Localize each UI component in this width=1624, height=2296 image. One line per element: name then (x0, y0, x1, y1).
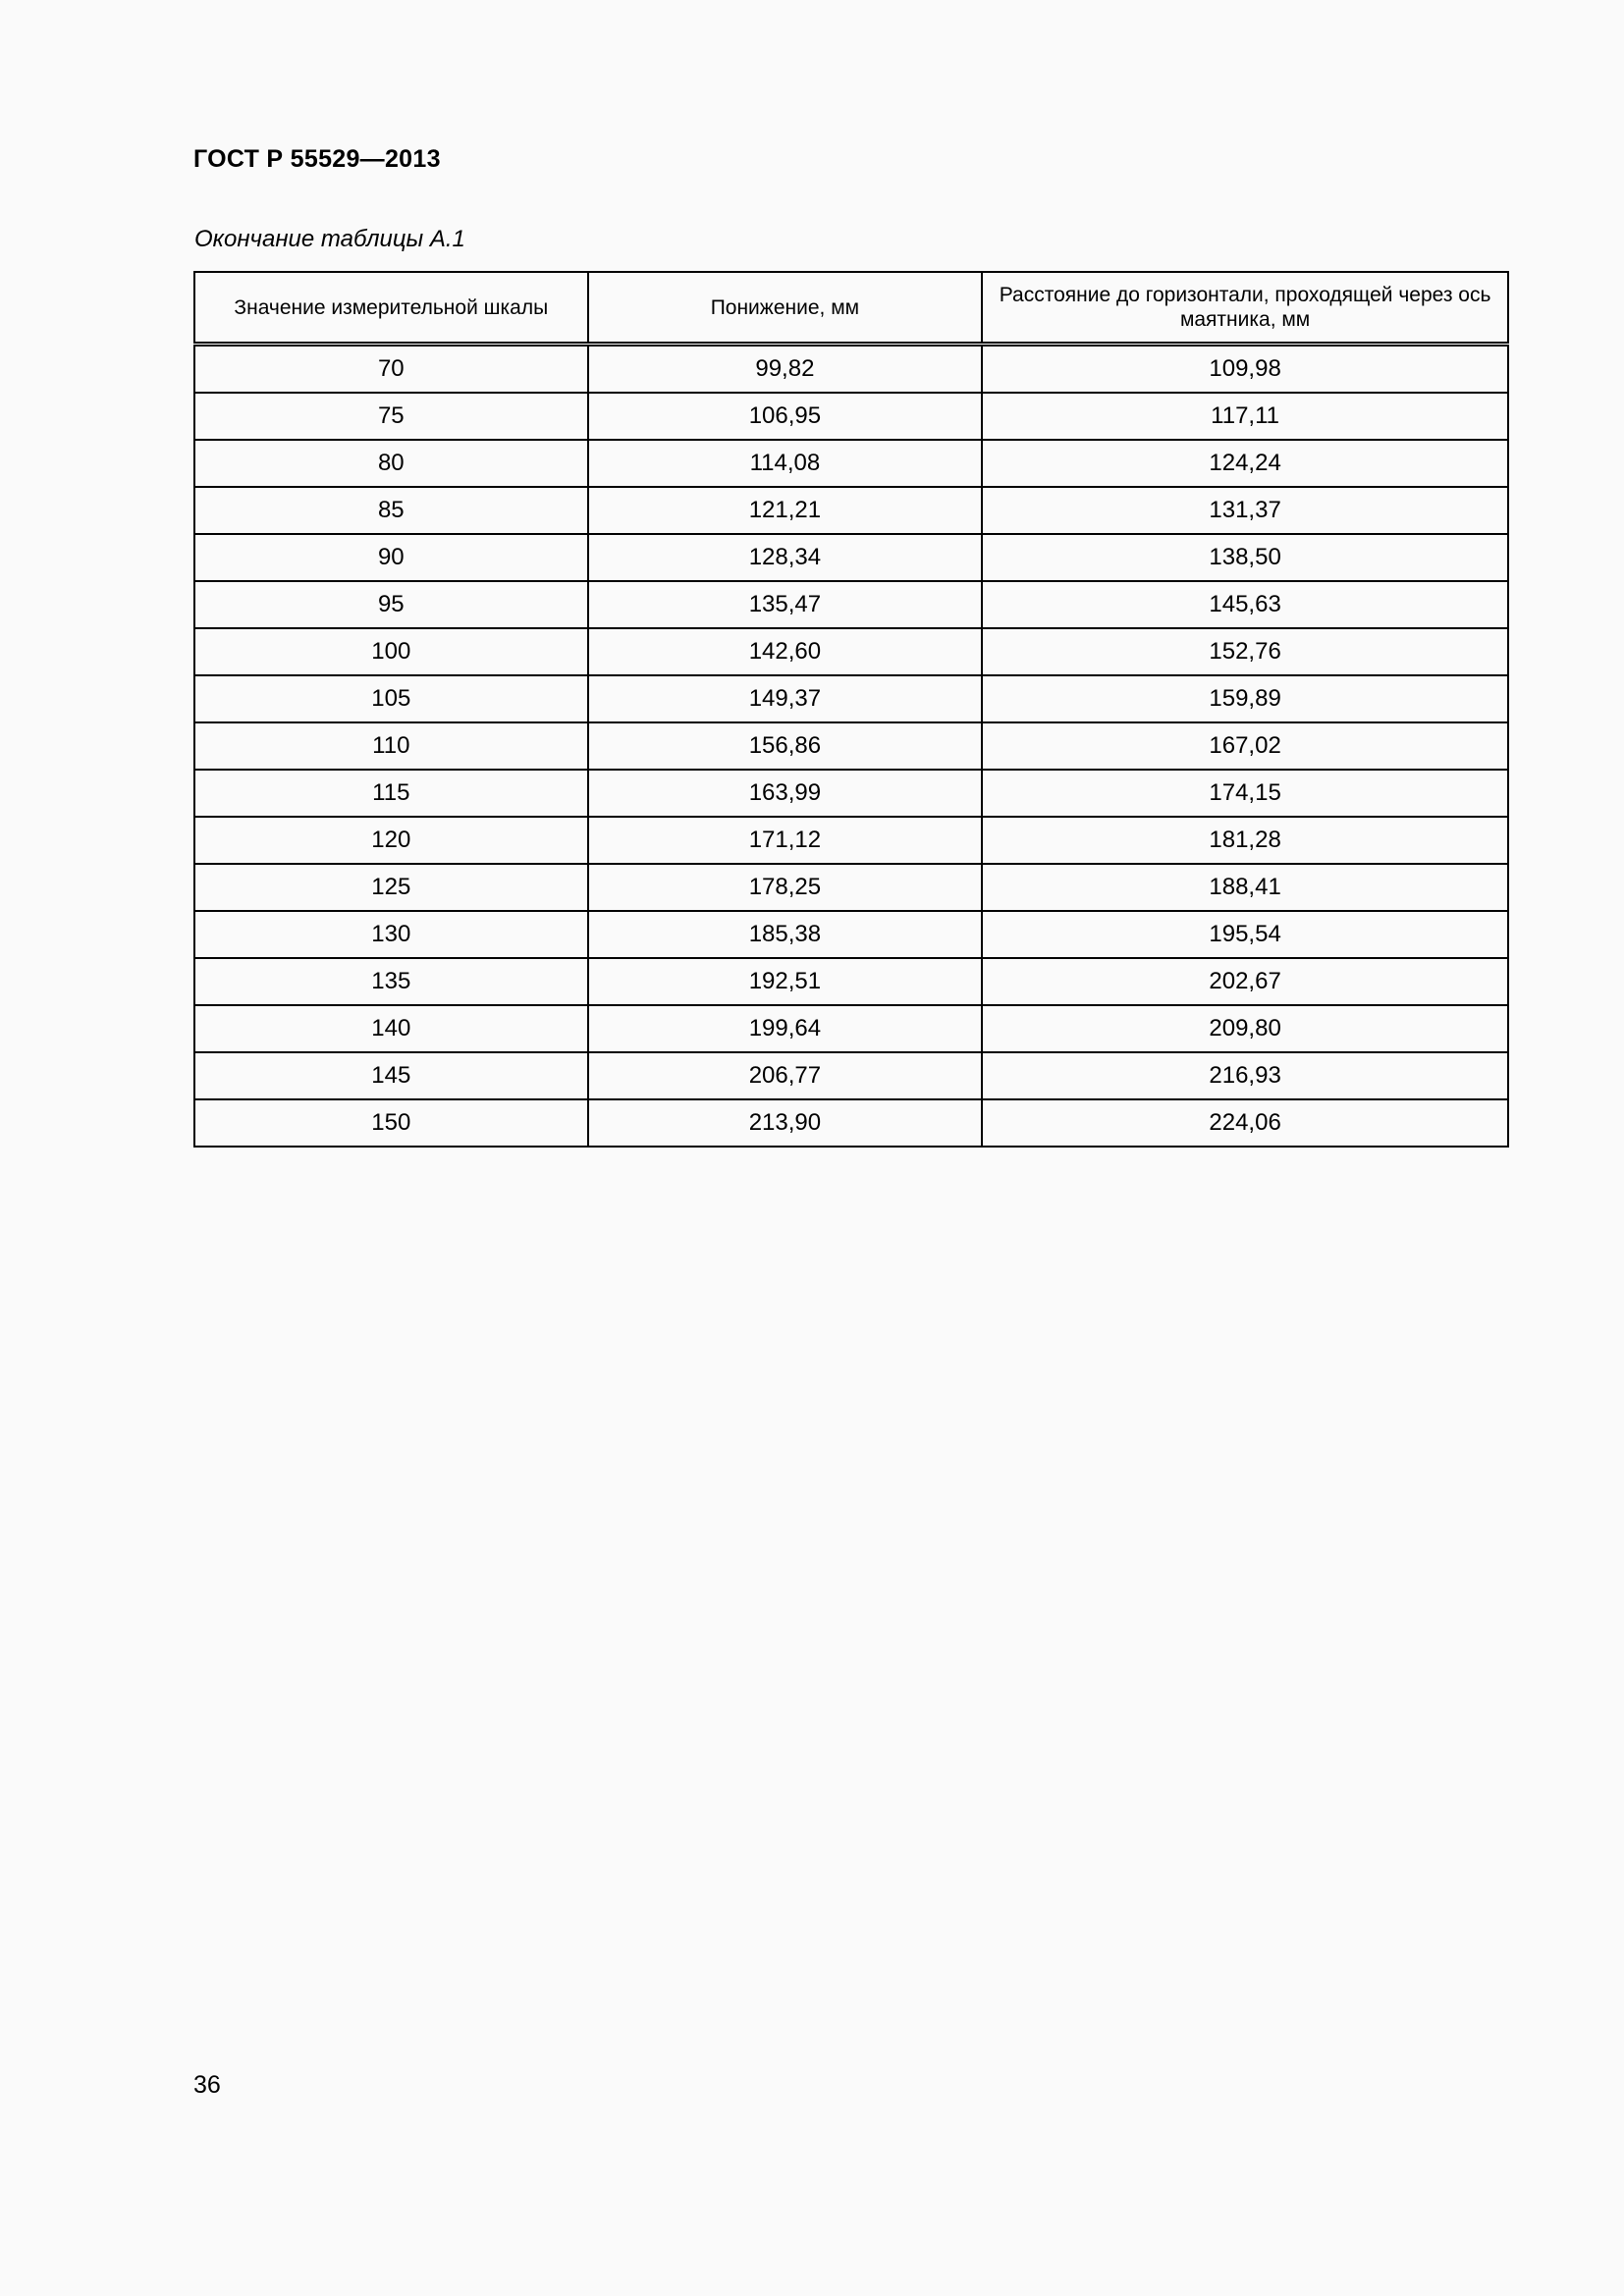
data-table (193, 271, 1509, 1148)
table-body (194, 345, 1508, 1148)
table-row (194, 440, 1508, 487)
cell-lowering: 156,86 (588, 722, 983, 770)
cell-distance: 209,80 (982, 1005, 1508, 1052)
cell-scale-value: 130 (194, 911, 588, 958)
cell-scale-value: 135 (194, 958, 588, 1005)
cell-lowering: 185,38 (588, 911, 983, 958)
cell-lowering: 142,60 (588, 628, 983, 675)
table-row (194, 722, 1508, 770)
table-row (194, 911, 1508, 958)
table-row (194, 581, 1508, 628)
table-row (194, 534, 1508, 581)
table-row (194, 864, 1508, 911)
cell-scale-value: 125 (194, 864, 588, 911)
cell-distance: 181,28 (982, 817, 1508, 864)
cell-distance: 117,11 (982, 393, 1508, 440)
cell-distance: 202,67 (982, 958, 1508, 1005)
cell-lowering: 171,12 (588, 817, 983, 864)
cell-distance: 145,63 (982, 581, 1508, 628)
table-row (194, 770, 1508, 817)
cell-lowering: 106,95 (588, 393, 983, 440)
cell-distance: 216,93 (982, 1052, 1508, 1099)
table-row (194, 1099, 1508, 1147)
table-caption: Окончание таблицы А.1 (194, 226, 465, 252)
cell-lowering: 178,25 (588, 864, 983, 911)
cell-distance: 109,98 (982, 345, 1508, 394)
cell-lowering: 121,21 (588, 487, 983, 534)
cell-scale-value: 110 (194, 722, 588, 770)
cell-scale-value: 140 (194, 1005, 588, 1052)
cell-distance: 167,02 (982, 722, 1508, 770)
table-row (194, 345, 1508, 394)
table-row (194, 958, 1508, 1005)
cell-lowering: 206,77 (588, 1052, 983, 1099)
table-row (194, 487, 1508, 534)
cell-lowering: 213,90 (588, 1099, 983, 1147)
document-code: ГОСТ Р 55529—2013 (193, 145, 441, 173)
cell-lowering: 114,08 (588, 440, 983, 487)
cell-lowering: 192,51 (588, 958, 983, 1005)
cell-scale-value: 75 (194, 393, 588, 440)
cell-scale-value: 145 (194, 1052, 588, 1099)
table-row (194, 393, 1508, 440)
cell-distance: 131,37 (982, 487, 1508, 534)
table-row (194, 817, 1508, 864)
cell-scale-value: 115 (194, 770, 588, 817)
table-row (194, 1052, 1508, 1099)
cell-distance: 224,06 (982, 1099, 1508, 1147)
cell-scale-value: 90 (194, 534, 588, 581)
column-header-scale-value: Значение измерительной шкалы (194, 272, 588, 345)
cell-scale-value: 150 (194, 1099, 588, 1147)
cell-distance: 152,76 (982, 628, 1508, 675)
cell-scale-value: 70 (194, 345, 588, 394)
cell-lowering: 128,34 (588, 534, 983, 581)
column-header-distance: Расстояние до горизонтали, проходящей через ось маятника, мм (982, 272, 1508, 345)
cell-lowering: 199,64 (588, 1005, 983, 1052)
cell-distance: 188,41 (982, 864, 1508, 911)
cell-distance: 174,15 (982, 770, 1508, 817)
cell-distance: 138,50 (982, 534, 1508, 581)
table-header (194, 272, 1508, 345)
cell-lowering: 99,82 (588, 345, 983, 394)
cell-distance: 195,54 (982, 911, 1508, 958)
cell-scale-value: 95 (194, 581, 588, 628)
cell-scale-value: 100 (194, 628, 588, 675)
page-number: 36 (193, 2071, 221, 2099)
cell-scale-value: 120 (194, 817, 588, 864)
cell-scale-value: 105 (194, 675, 588, 722)
cell-lowering: 135,47 (588, 581, 983, 628)
cell-lowering: 163,99 (588, 770, 983, 817)
cell-scale-value: 85 (194, 487, 588, 534)
header-row (194, 272, 1508, 345)
cell-distance: 124,24 (982, 440, 1508, 487)
cell-scale-value: 80 (194, 440, 588, 487)
cell-lowering: 149,37 (588, 675, 983, 722)
table-row (194, 1005, 1508, 1052)
table-row (194, 628, 1508, 675)
table-row (194, 675, 1508, 722)
cell-distance: 159,89 (982, 675, 1508, 722)
column-header-lowering: Понижение, мм (588, 272, 983, 345)
